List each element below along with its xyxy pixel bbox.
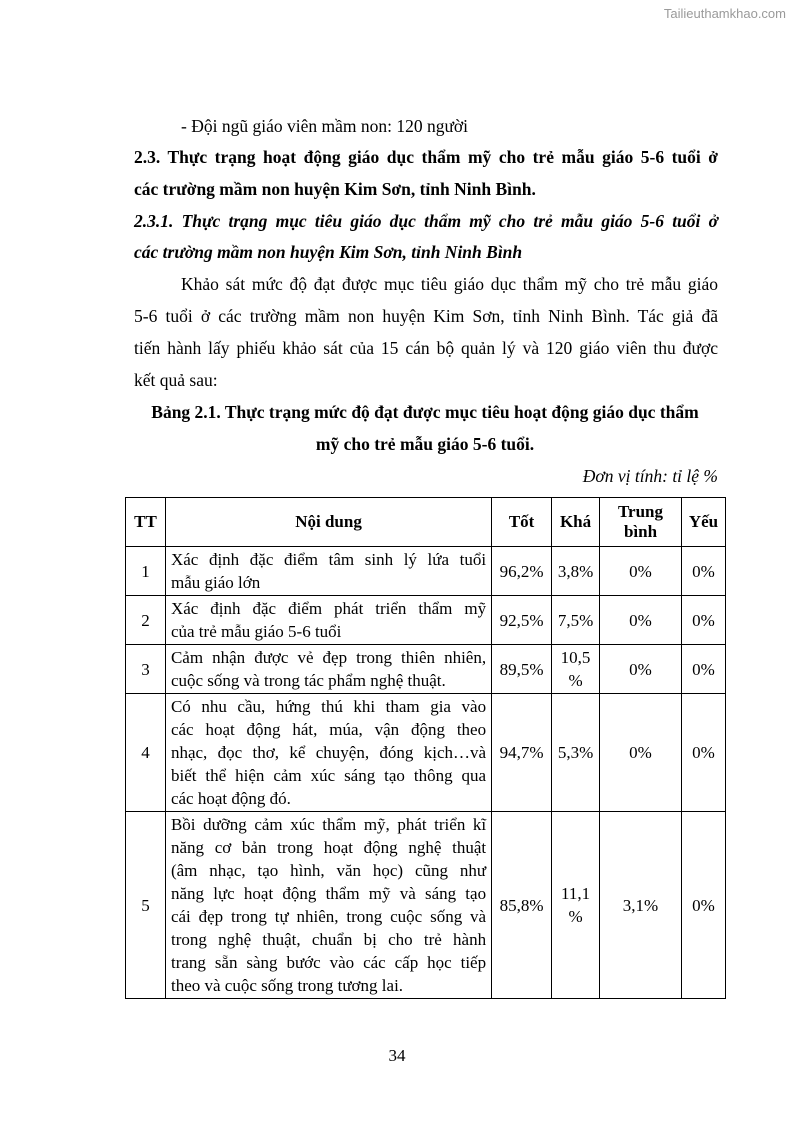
content-line: các hoạt động đó. (170, 789, 291, 808)
content-line: biết thể hiện cảm xúc sáng tạo thông qua (170, 766, 487, 785)
bullet-line: - Đội ngũ giáo viên mầm non: 120 người (181, 116, 469, 136)
content-line: Có nhu cầu, hứng thú khi tham gia vào (170, 697, 487, 716)
content-line: năng lực hoạt động thẩm mỹ và sáng tạo (170, 884, 487, 903)
content-line: của trẻ mẫu giáo 5-6 tuổi (170, 622, 342, 641)
cell-fair (552, 812, 600, 999)
section-heading-line-2: các trường mầm non huyện Kim Sơn, tỉnh Ninh Bình. (134, 179, 536, 199)
cell-weak: 0% (681, 812, 725, 999)
fair-line-1: 11,1 (560, 884, 591, 903)
paragraph-line-1: Khảo sát mức độ đạt được mục tiêu giáo dục thẩm mỹ cho trẻ mẫu giáo (181, 274, 718, 294)
cell-fair: 7,5% (552, 596, 600, 645)
content-line: các hoạt động hát, múa, vận động theo (170, 720, 487, 739)
cell-weak: 0% (681, 547, 725, 596)
cell-average: 3,1% (600, 812, 682, 999)
header-good: Tốt (492, 498, 552, 547)
cell-tt: 1 (126, 547, 166, 596)
cell-content (165, 694, 491, 812)
content-line: Xác định đặc điểm phát triển thẩm mỹ (170, 599, 487, 618)
unit-note: Đơn vị tính: tỉ lệ % (582, 466, 718, 486)
cell-good: 96,2% (492, 547, 552, 596)
cell-average: 0% (600, 645, 682, 694)
cell-tt: 4 (126, 694, 166, 812)
content-line: cái đẹp trong tự nhiên, trong cuộc sống và (170, 907, 487, 926)
subsection-heading-line-1: 2.3.1. Thực trạng mục tiêu giáo dục thẩm mỹ cho trẻ mẫu giáo 5-6 tuổi ở (134, 211, 718, 231)
cell-weak: 0% (681, 694, 725, 812)
cell-fair (552, 645, 600, 694)
fair-line-2: % (568, 907, 583, 926)
cell-good: 85,8% (492, 812, 552, 999)
table-row (126, 547, 726, 596)
paragraph-line-4: kết quả sau: (134, 370, 218, 390)
table-caption-line-2: mỹ cho trẻ mẫu giáo 5-6 tuổi. (315, 434, 535, 454)
table-row (126, 694, 726, 812)
cell-weak: 0% (681, 596, 725, 645)
watermark: Tailieuthamkhao.com (663, 6, 786, 21)
cell-good: 89,5% (492, 645, 552, 694)
table-row (126, 596, 726, 645)
header-weak: Yếu (681, 498, 725, 547)
table-caption-line-1: Bảng 2.1. Thực trạng mức độ đạt được mục tiêu hoạt động giáo dục thẩm (151, 402, 699, 422)
cell-fair: 5,3% (552, 694, 600, 812)
content-line: Xác định đặc điểm tâm sinh lý lứa tuổi (170, 550, 487, 569)
content-line: trong nghệ thuật, chuẩn bị cho trẻ hành (170, 930, 487, 949)
page-number: 34 (388, 1046, 406, 1065)
cell-tt: 5 (126, 812, 166, 999)
content-line: mẫu giáo lớn (170, 573, 261, 592)
fair-line-2: % (568, 671, 583, 690)
cell-content (165, 547, 491, 596)
content-line: nhạc, đọc thơ, kể chuyện, đóng kịch…và (170, 743, 487, 762)
results-table (125, 497, 726, 999)
header-average-line-1: Trung (617, 502, 664, 521)
content-line: năng cơ bản trong hoạt động nghệ thuật (170, 838, 487, 857)
cell-content (165, 596, 491, 645)
paragraph-line-3: tiến hành lấy phiếu khảo sát của 15 cán bộ quản lý và 120 giáo viên thu được (134, 338, 718, 358)
cell-weak: 0% (681, 645, 725, 694)
content-line: cuộc sống và trong tác phẩm nghệ thuật. (170, 671, 446, 690)
paragraph-line-2: 5-6 tuổi ở các trường mầm non huyện Kim Sơn, tỉnh Ninh Bình. Tác giả đã (134, 306, 718, 326)
cell-average: 0% (600, 547, 682, 596)
content-line: Bồi dưỡng cảm xúc thẩm mỹ, phát triển kĩ (170, 815, 487, 834)
content-line: theo và cuộc sống trong tương lai. (170, 976, 404, 995)
header-average-line-2: bình (623, 522, 658, 541)
section-heading-line-1: 2.3. Thực trạng hoạt động giáo dục thẩm mỹ cho trẻ mẫu giáo 5-6 tuổi ở (134, 147, 718, 167)
cell-tt: 3 (126, 645, 166, 694)
content-line: Cảm nhận được vẻ đẹp trong thiên nhiên, (170, 648, 487, 667)
cell-good: 94,7% (492, 694, 552, 812)
cell-average: 0% (600, 694, 682, 812)
cell-content (165, 645, 491, 694)
subsection-heading-line-2: các trường mầm non huyện Kim Sơn, tỉnh Ninh Bình (134, 242, 523, 262)
table-header-row (126, 498, 726, 547)
cell-content (165, 812, 491, 999)
cell-tt: 2 (126, 596, 166, 645)
table-row (126, 645, 726, 694)
cell-good: 92,5% (492, 596, 552, 645)
cell-fair: 3,8% (552, 547, 600, 596)
fair-line-1: 10,5 (560, 648, 591, 667)
header-fair: Khá (552, 498, 600, 547)
cell-average: 0% (600, 596, 682, 645)
table-row (126, 812, 726, 999)
content-line: trang sẵn sàng bước vào các cấp học tiếp (170, 953, 487, 972)
header-tt: TT (126, 498, 166, 547)
content-line: (âm nhạc, tạo hình, văn học) cũng như (170, 861, 487, 880)
header-average (600, 498, 682, 547)
header-content: Nội dung (165, 498, 491, 547)
